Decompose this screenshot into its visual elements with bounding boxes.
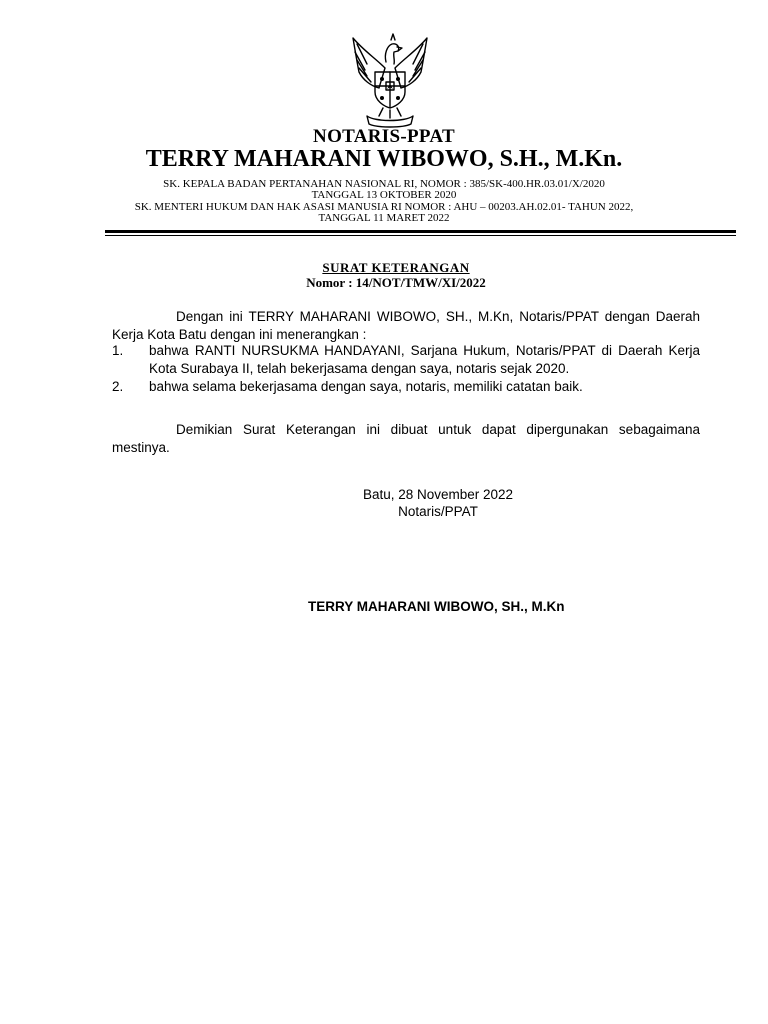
signer-role: Notaris/PPAT	[398, 504, 478, 519]
sk-line-2: TANGGAL 13 OKTOBER 2020	[311, 189, 457, 201]
closing-paragraph: Demikian Surat Keterangan ini dibuat untuk dapat dipergunakan sebagaimana mestinya.	[112, 422, 700, 455]
sk-line-1: SK. KEPALA BADAN PERTANAHAN NASIONAL RI, NOMOR : 385/SK-400.HR.03.01/X/2020	[163, 178, 605, 190]
list-item-number: 2.	[112, 379, 124, 394]
header-divider-thick	[105, 230, 736, 233]
list-item-text: bahwa selama bekerjasama dengan saya, notaris, memiliki catatan baik.	[149, 379, 583, 394]
letter-title: SURAT KETERANGAN	[322, 260, 470, 275]
letter-number: Nomor : 14/NOT/TMW/XI/2022	[306, 275, 486, 290]
header-divider-thin	[105, 235, 736, 236]
place-and-date: Batu, 28 November 2022	[362, 487, 514, 502]
sk-line-4: TANGGAL 11 MARET 2022	[318, 212, 450, 224]
list-item-number: 1.	[112, 343, 124, 358]
notary-title: NOTARIS-PPAT	[313, 126, 455, 147]
list-item	[112, 378, 700, 396]
statement-list	[112, 342, 700, 396]
signer-name: TERRY MAHARANI WIBOWO, SH., M.Kn	[308, 599, 565, 614]
notary-name-heading: TERRY MAHARANI WIBOWO, S.H., M.Kn.	[145, 146, 623, 172]
list-item-text: bahwa RANTI NURSUKMA HANDAYANI, Sarjana Hukum, Notaris/PPAT di Daerah Kerja Kota Surabaya II, telah bekerjasama dengan saya, notaris sejak 2020.	[149, 343, 700, 376]
sk-line-3: SK. MENTERI HUKUM DAN HAK ASASI MANUSIA RI NOMOR : AHU – 00203.AH.02.01- TAHUN 2022,	[134, 201, 634, 213]
opening-paragraph: Dengan ini TERRY MAHARANI WIBOWO, SH., M.Kn, Notaris/PPAT dengan Daerah Kerja Kota Batu dengan ini menerangkan :	[112, 309, 700, 342]
garuda-pancasila-emblem	[345, 28, 435, 128]
list-item	[112, 342, 700, 378]
